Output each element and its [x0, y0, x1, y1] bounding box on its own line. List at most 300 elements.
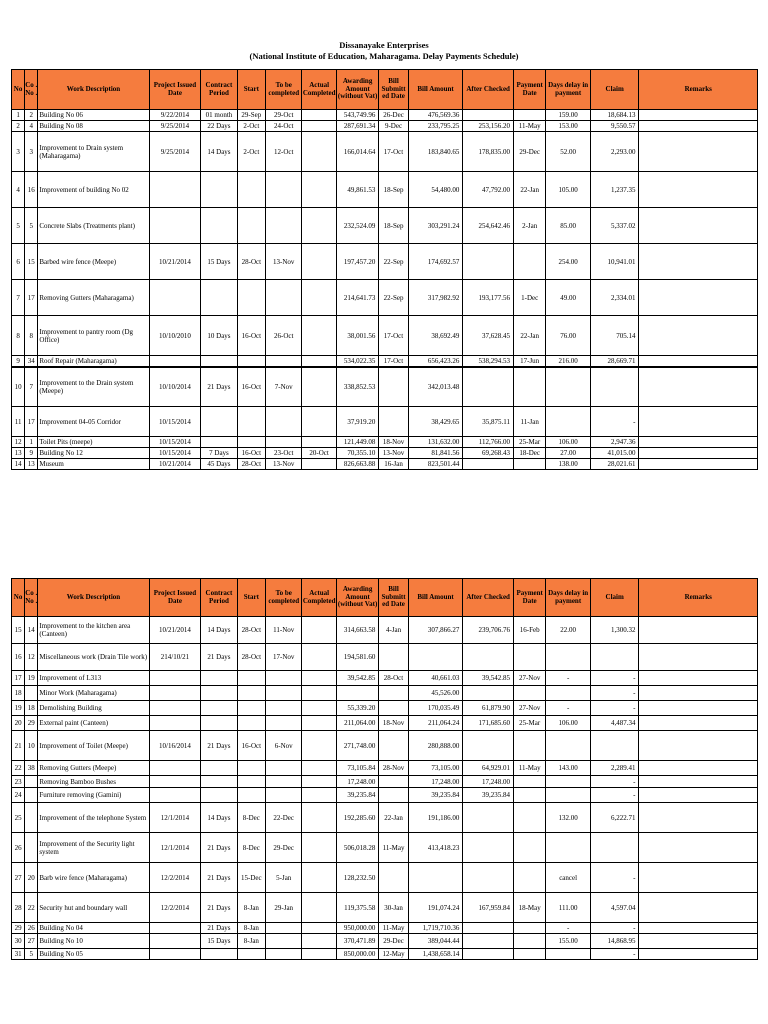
cell-actual — [302, 280, 336, 316]
cell-claim: - — [590, 407, 639, 437]
cell-issued — [149, 701, 201, 716]
cell-paydate: 22-Jan — [513, 172, 545, 208]
cell-tbc — [266, 407, 302, 437]
cell-tbc — [266, 437, 302, 448]
cell-billdate: 30-Jan — [379, 893, 408, 923]
cell-actual: 20-Oct — [302, 448, 336, 459]
cell-tbc — [266, 686, 302, 701]
cell-co — [25, 788, 38, 803]
cell-tbc — [266, 776, 302, 788]
cell-desc: Improvement of the Security light system — [38, 833, 149, 863]
cell-no: 1 — [12, 110, 25, 121]
header-actual-completed: Actual Completed — [302, 579, 336, 617]
cell-checked: 167,959.84 — [463, 893, 514, 923]
cell-bill: 211,064.24 — [408, 716, 463, 731]
cell-desc: Improvement of the telephone System — [38, 803, 149, 833]
table-row — [12, 172, 758, 208]
cell-desc: Miscellaneous work (Drain Tile work) — [38, 644, 149, 671]
cell-no: 14 — [12, 459, 25, 470]
cell-delay — [546, 407, 591, 437]
header-actual-completed: Actual Completed — [302, 70, 336, 110]
cell-co: 29 — [25, 716, 38, 731]
cell-remarks — [639, 208, 758, 244]
cell-billdate — [379, 644, 408, 671]
cell-remarks — [639, 788, 758, 803]
cell-checked: 239,706.76 — [463, 617, 514, 644]
cell-paydate — [513, 788, 545, 803]
cell-actual — [302, 731, 336, 761]
cell-tbc — [266, 671, 302, 686]
cell-delay: 85.00 — [546, 208, 591, 244]
cell-bill: 1,438,658.14 — [408, 949, 463, 960]
cell-checked — [463, 244, 514, 280]
table-row — [12, 893, 758, 923]
cell-desc: Removing Bamboo Bushes — [38, 776, 149, 788]
cell-actual — [302, 644, 336, 671]
company-title: Dissanayake Enterprises — [339, 40, 429, 50]
cell-co: 12 — [25, 644, 38, 671]
cell-award: 55,339.20 — [336, 701, 379, 716]
table-row — [12, 459, 758, 470]
cell-billdate: 22-Sep — [379, 280, 408, 316]
cell-paydate — [513, 644, 545, 671]
cell-billdate — [379, 731, 408, 761]
cell-remarks — [639, 701, 758, 716]
cell-actual — [302, 761, 336, 776]
cell-desc: Building No 08 — [38, 121, 149, 132]
cell-billdate: 18-Nov — [379, 716, 408, 731]
cell-bill: 17,248.00 — [408, 776, 463, 788]
cell-period: 14 Days — [201, 617, 237, 644]
cell-paydate — [513, 731, 545, 761]
cell-award: 950,000.00 — [336, 923, 379, 934]
cell-period — [201, 172, 237, 208]
table-row — [12, 671, 758, 686]
cell-co: 14 — [25, 617, 38, 644]
cell-no: 9 — [12, 356, 25, 367]
header-after-checked: After Checked — [463, 579, 514, 617]
cell-tbc: 13-Nov — [266, 244, 302, 280]
table-row — [12, 716, 758, 731]
cell-remarks — [639, 716, 758, 731]
cell-checked: 39,235.84 — [463, 788, 514, 803]
cell-billdate: 26-Dec — [379, 110, 408, 121]
cell-desc: Building No 05 — [38, 949, 149, 960]
cell-remarks — [639, 893, 758, 923]
cell-checked: 69,268.43 — [463, 448, 514, 459]
cell-delay: 216.00 — [546, 356, 591, 367]
cell-co: 8 — [25, 316, 38, 356]
table-row — [12, 244, 758, 280]
cell-tbc — [266, 788, 302, 803]
cell-tbc: 6-Nov — [266, 731, 302, 761]
cell-delay — [546, 686, 591, 701]
cell-delay: 132.00 — [546, 803, 591, 833]
cell-award: 39,235.84 — [336, 788, 379, 803]
cell-checked — [463, 644, 514, 671]
cell-co: 17 — [25, 407, 38, 437]
header-claim: Claim — [590, 70, 639, 110]
cell-billdate: 28-Nov — [379, 761, 408, 776]
cell-co: 38 — [25, 761, 38, 776]
cell-desc: Building No 06 — [38, 110, 149, 121]
cell-co: 17 — [25, 280, 38, 316]
cell-remarks — [639, 776, 758, 788]
table-row — [12, 701, 758, 716]
cell-start: 2-Oct — [237, 121, 265, 132]
cell-award: 39,542.85 — [336, 671, 379, 686]
cell-period — [201, 716, 237, 731]
cell-billdate: 28-Oct — [379, 671, 408, 686]
cell-paydate: 16-Feb — [513, 617, 545, 644]
header-payment-date: Payment Date — [513, 70, 545, 110]
cell-desc: Improvement to pantry room (Dg Office) — [38, 316, 149, 356]
cell-delay — [546, 644, 591, 671]
cell-issued — [149, 671, 201, 686]
cell-period: 01 month — [201, 110, 237, 121]
cell-billdate: 29-Dec — [379, 934, 408, 949]
cell-desc: Improvement to the Drain system (Meepe) — [38, 367, 149, 407]
cell-remarks — [639, 172, 758, 208]
cell-actual — [302, 617, 336, 644]
cell-remarks — [639, 803, 758, 833]
cell-checked — [463, 803, 514, 833]
cell-award: 37,919.20 — [336, 407, 379, 437]
cell-remarks — [639, 448, 758, 459]
header-work-description: Work Description — [38, 579, 149, 617]
cell-no: 31 — [12, 949, 25, 960]
cell-award: 506,018.28 — [336, 833, 379, 863]
cell-no: 27 — [12, 863, 25, 893]
cell-billdate: 22-Jan — [379, 803, 408, 833]
cell-co — [25, 686, 38, 701]
cell-no: 29 — [12, 923, 25, 934]
table-row — [12, 121, 758, 132]
cell-tbc: 12-Oct — [266, 132, 302, 172]
cell-period: 14 Days — [201, 132, 237, 172]
cell-remarks — [639, 644, 758, 671]
cell-paydate: 1-Dec — [513, 280, 545, 316]
cell-checked: 254,642.46 — [463, 208, 514, 244]
cell-actual — [302, 407, 336, 437]
cell-desc: Removing Gutters (Maharagama) — [38, 280, 149, 316]
header-awarding-amount: Awarding Amount (without Vat) — [336, 70, 379, 110]
cell-co: 16 — [25, 172, 38, 208]
cell-actual — [302, 132, 336, 172]
cell-bill: 54,480.00 — [408, 172, 463, 208]
cell-desc: Improvement to the kitchen area (Canteen) — [38, 617, 149, 644]
cell-period: 21 Days — [201, 863, 237, 893]
cell-actual — [302, 934, 336, 949]
cell-no: 20 — [12, 716, 25, 731]
cell-actual — [302, 208, 336, 244]
cell-start — [237, 671, 265, 686]
cell-award: 166,014.64 — [336, 132, 379, 172]
cell-billdate: 18-Sep — [379, 172, 408, 208]
table-row — [12, 367, 758, 407]
cell-tbc — [266, 716, 302, 731]
cell-co: 2 — [25, 110, 38, 121]
cell-billdate — [379, 407, 408, 437]
cell-start: 8-Jan — [237, 923, 265, 934]
cell-start: 28-Oct — [237, 644, 265, 671]
cell-remarks — [639, 132, 758, 172]
cell-paydate: 2-Jan — [513, 208, 545, 244]
cell-delay: 105.00 — [546, 172, 591, 208]
cell-no: 25 — [12, 803, 25, 833]
cell-checked — [463, 949, 514, 960]
cell-checked — [463, 367, 514, 407]
cell-desc: Improvement of building No 02 — [38, 172, 149, 208]
cell-bill: 81,841.56 — [408, 448, 463, 459]
cell-award — [336, 686, 379, 701]
cell-bill: 39,235.84 — [408, 788, 463, 803]
cell-paydate: 17-Jun — [513, 356, 545, 367]
cell-co: 10 — [25, 731, 38, 761]
cell-tbc — [266, 761, 302, 776]
cell-checked: 171,685.60 — [463, 716, 514, 731]
cell-start: 16-Oct — [237, 367, 265, 407]
cell-billdate: 17-Oct — [379, 132, 408, 172]
cell-bill: 317,982.92 — [408, 280, 463, 316]
cell-delay: 153.00 — [546, 121, 591, 132]
cell-issued — [149, 934, 201, 949]
cell-remarks — [639, 437, 758, 448]
cell-issued — [149, 172, 201, 208]
cell-paydate: 11-May — [513, 761, 545, 776]
cell-start — [237, 686, 265, 701]
cell-claim: - — [590, 686, 639, 701]
table-row — [12, 776, 758, 788]
header-contract-period: Contract Period — [201, 70, 237, 110]
cell-delay: - — [546, 701, 591, 716]
cell-remarks — [639, 833, 758, 863]
cell-start — [237, 949, 265, 960]
cell-tbc — [266, 208, 302, 244]
cell-issued: 10/10/2014 — [149, 367, 201, 407]
cell-remarks — [639, 244, 758, 280]
cell-no: 3 — [12, 132, 25, 172]
cell-no: 13 — [12, 448, 25, 459]
cell-billdate: 11-May — [379, 833, 408, 863]
cell-co: 3 — [25, 132, 38, 172]
cell-tbc — [266, 701, 302, 716]
cell-issued: 12/1/2014 — [149, 803, 201, 833]
cell-start: 29-Sep — [237, 110, 265, 121]
cell-start: 8-Jan — [237, 893, 265, 923]
cell-tbc: 26-Oct — [266, 316, 302, 356]
cell-issued: 214/10/21 — [149, 644, 201, 671]
cell-co: 5 — [25, 949, 38, 960]
cell-award: 192,285.60 — [336, 803, 379, 833]
cell-award: 850,000.00 — [336, 949, 379, 960]
cell-claim: - — [590, 776, 639, 788]
cell-no: 21 — [12, 731, 25, 761]
cell-period: 21 Days — [201, 367, 237, 407]
cell-delay: 111.00 — [546, 893, 591, 923]
cell-checked — [463, 934, 514, 949]
cell-issued: 9/22/2014 — [149, 110, 201, 121]
cell-billdate: 11-May — [379, 923, 408, 934]
cell-remarks — [639, 110, 758, 121]
cell-remarks — [639, 121, 758, 132]
cell-co: 26 — [25, 923, 38, 934]
cell-claim: - — [590, 788, 639, 803]
cell-co: 9 — [25, 448, 38, 459]
cell-billdate — [379, 367, 408, 407]
cell-desc: Improvement of L313 — [38, 671, 149, 686]
table-row — [12, 923, 758, 934]
cell-paydate: 25-Mar — [513, 716, 545, 731]
cell-delay: 254.00 — [546, 244, 591, 280]
cell-bill: 823,501.44 — [408, 459, 463, 470]
cell-bill: 476,569.36 — [408, 110, 463, 121]
cell-delay: 159.00 — [546, 110, 591, 121]
cell-issued — [149, 923, 201, 934]
cell-period: 45 Days — [201, 459, 237, 470]
cell-co — [25, 776, 38, 788]
cell-start: 16-Oct — [237, 731, 265, 761]
cell-no: 8 — [12, 316, 25, 356]
cell-billdate: 12-May — [379, 949, 408, 960]
table-row — [12, 437, 758, 448]
cell-paydate: 11-May — [513, 121, 545, 132]
cell-remarks — [639, 407, 758, 437]
cell-tbc — [266, 934, 302, 949]
cell-claim: - — [590, 701, 639, 716]
cell-billdate: 16-Jan — [379, 459, 408, 470]
cell-award: 271,748.00 — [336, 731, 379, 761]
cell-no: 10 — [12, 367, 25, 407]
cell-claim: 28,669.71 — [590, 356, 639, 367]
cell-billdate — [379, 701, 408, 716]
table-row — [12, 644, 758, 671]
cell-claim: 6,222.71 — [590, 803, 639, 833]
cell-checked: 39,542.85 — [463, 671, 514, 686]
table-row — [12, 761, 758, 776]
table-row — [12, 208, 758, 244]
cell-award: 232,524.09 — [336, 208, 379, 244]
cell-checked — [463, 459, 514, 470]
cell-claim: 2,947.36 — [590, 437, 639, 448]
cell-billdate: 9-Dec — [379, 121, 408, 132]
cell-paydate — [513, 863, 545, 893]
cell-bill: 38,429.65 — [408, 407, 463, 437]
cell-checked: 47,792.00 — [463, 172, 514, 208]
cell-start — [237, 407, 265, 437]
cell-actual — [302, 863, 336, 893]
cell-issued — [149, 280, 201, 316]
cell-start: 8-Jan — [237, 934, 265, 949]
cell-paydate — [513, 110, 545, 121]
cell-remarks — [639, 686, 758, 701]
cell-award: 826,663.88 — [336, 459, 379, 470]
cell-remarks — [639, 671, 758, 686]
cell-co: 1 — [25, 437, 38, 448]
cell-tbc: 29-Dec — [266, 833, 302, 863]
cell-claim — [590, 731, 639, 761]
cell-start — [237, 208, 265, 244]
table-row — [12, 863, 758, 893]
cell-award: 197,457.20 — [336, 244, 379, 280]
cell-paydate: 27-Nov — [513, 671, 545, 686]
cell-start: 2-Oct — [237, 132, 265, 172]
cell-actual — [302, 776, 336, 788]
cell-bill: 303,291.24 — [408, 208, 463, 244]
cell-delay: 155.00 — [546, 934, 591, 949]
cell-checked: 178,835.00 — [463, 132, 514, 172]
cell-paydate: 18-May — [513, 893, 545, 923]
cell-co: 20 — [25, 863, 38, 893]
cell-delay — [546, 949, 591, 960]
cell-period — [201, 437, 237, 448]
cell-actual — [302, 356, 336, 367]
cell-start — [237, 776, 265, 788]
cell-billdate: 18-Sep — [379, 208, 408, 244]
cell-bill: 183,840.65 — [408, 132, 463, 172]
header-no: No — [12, 70, 25, 110]
cell-start — [237, 761, 265, 776]
cell-issued: 12/2/2014 — [149, 863, 201, 893]
cell-desc: Roof Repair (Maharagama) — [38, 356, 149, 367]
cell-co: 34 — [25, 356, 38, 367]
cell-bill: 280,888.00 — [408, 731, 463, 761]
cell-delay — [546, 788, 591, 803]
cell-tbc: 29-Oct — [266, 110, 302, 121]
cell-tbc: 5-Jan — [266, 863, 302, 893]
cell-claim: - — [590, 863, 639, 893]
cell-billdate — [379, 776, 408, 788]
table-row — [12, 280, 758, 316]
header-to-be-completed: To be completed — [266, 579, 302, 617]
cell-actual — [302, 686, 336, 701]
cell-issued — [149, 686, 201, 701]
cell-co: 4 — [25, 121, 38, 132]
cell-no: 23 — [12, 776, 25, 788]
table-row — [12, 356, 758, 367]
cell-start — [237, 172, 265, 208]
cell-period: 21 Days — [201, 644, 237, 671]
cell-co: 7 — [25, 367, 38, 407]
cell-award: 214,641.73 — [336, 280, 379, 316]
cell-billdate: 18-Nov — [379, 437, 408, 448]
header-project-issued-date: Project Issued Date — [149, 70, 201, 110]
cell-paydate — [513, 776, 545, 788]
cell-issued — [149, 776, 201, 788]
cell-delay — [546, 776, 591, 788]
cell-claim: 5,337.02 — [590, 208, 639, 244]
cell-desc: Demolishing Building — [38, 701, 149, 716]
table-row — [12, 132, 758, 172]
cell-start: 8-Dec — [237, 833, 265, 863]
cell-paydate: 11-Jan — [513, 407, 545, 437]
cell-award: 534,022.35 — [336, 356, 379, 367]
cell-delay — [546, 833, 591, 863]
cell-no: 16 — [12, 644, 25, 671]
cell-claim: 41,015.00 — [590, 448, 639, 459]
cell-paydate — [513, 803, 545, 833]
cell-desc: Improvement of Toilet (Meepe) — [38, 731, 149, 761]
cell-bill: 191,074.24 — [408, 893, 463, 923]
cell-actual — [302, 788, 336, 803]
cell-start: 16-Oct — [237, 448, 265, 459]
cell-checked: 193,177.56 — [463, 280, 514, 316]
cell-desc: Building No 12 — [38, 448, 149, 459]
table-row — [12, 686, 758, 701]
cell-paydate — [513, 923, 545, 934]
cell-desc: Toilet Pits (meepe) — [38, 437, 149, 448]
header-project-issued-date: Project Issued Date — [149, 579, 201, 617]
